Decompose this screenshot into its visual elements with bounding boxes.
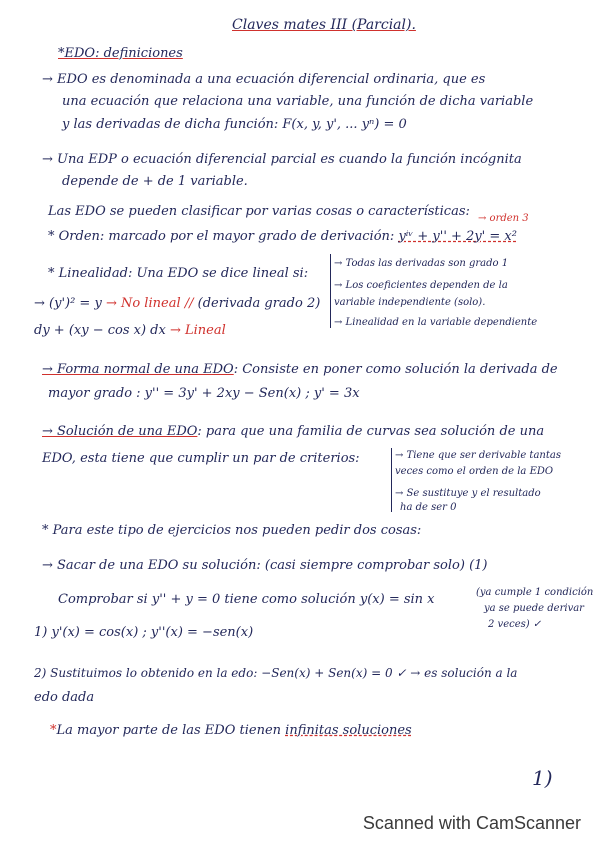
side-note: (ya cumple 1 condición [476,587,594,598]
text-line: 2) Sustituimos lo obtenido en la edo: −Sen(x) + Sen(x) = 0 ✓ → es solución a la [34,666,518,680]
bracket [330,254,331,328]
solution-line: → Solución de una EDO: para que una familia de curvas sea solución de una [42,424,545,439]
text-line: una ecuación que relaciona una variable, una función de dicha variable [62,94,534,109]
linear-example: dy + (xy − cos x) dx → Lineal [34,323,226,338]
camscanner-footer: Scanned with CamScanner [362,813,581,833]
linearity-criterion: → Todas las derivadas son grado 1 [334,258,509,269]
text-line: 1) y'(x) = cos(x) ; y''(x) = −sen(x) [34,625,254,640]
linearity-criterion: → Linealidad en la variable dependiente [334,317,538,328]
text-line: mayor grado : y'' = 3y' + 2xy − Sen(x) ; y' = 3x [48,386,360,401]
nonlinear-example: → (y')² = y → No lineal // (derivada grado 2) [34,296,321,311]
solution-criterion: ha de ser 0 [400,502,457,513]
text-line: → EDO es denominada a una ecuación diferencial ordinaria, que es [42,72,486,87]
page-title: Claves mates III (Parcial). [232,17,416,33]
text-line: * Para este tipo de ejercicios nos pueden pedir dos cosas: [42,523,422,538]
text-line: Comprobar si y'' + y = 0 tiene como solución y(x) = sin x [58,592,435,607]
text-line: → Sacar de una EDO su solución: (casi siempre comprobar solo) (1) [42,558,488,573]
bracket [391,448,392,512]
text-line: edo dada [34,690,95,705]
section-edo-definitions: *EDO: definiciones [58,46,183,61]
text-line: Las EDO se pueden clasificar por varias cosas o características: [48,204,470,219]
solution-criterion: veces como el orden de la EDO [395,466,554,477]
linearity-criterion: variable independiente (solo). [334,297,486,308]
normal-form-line: → Forma normal de una EDO: Consiste en poner como solución la derivada de [42,362,558,377]
conclusion-line: *La mayor parte de las EDO tienen infinitas soluciones [50,723,412,738]
page-number: 1) [532,766,553,790]
text-line: → Una EDP o ecuación diferencial parcial es cuando la función incógnita [42,152,522,167]
order-note: → orden 3 [478,213,529,224]
text-line: EDO, esta tiene que cumplir un par de criterios: [42,451,360,466]
text-line: depende de + de 1 variable. [62,174,248,189]
linearity-line: * Linealidad: Una EDO se dice lineal si: [48,266,309,281]
solution-criterion: → Tiene que ser derivable tantas [395,450,561,461]
order-line: * Orden: marcado por el mayor grado de derivación: yⁱᵛ + y'' + 2y' = x² [48,229,517,244]
linearity-criterion: → Los coeficientes dependen de la [334,280,508,291]
solution-criterion: → Se sustituye y el resultado [395,488,541,499]
text-line: y las derivadas de dicha función: F(x, y, y', ... yⁿ) = 0 [62,117,407,132]
side-note: ya se puede derivar [484,603,584,614]
side-note: 2 veces) ✓ [488,619,542,630]
